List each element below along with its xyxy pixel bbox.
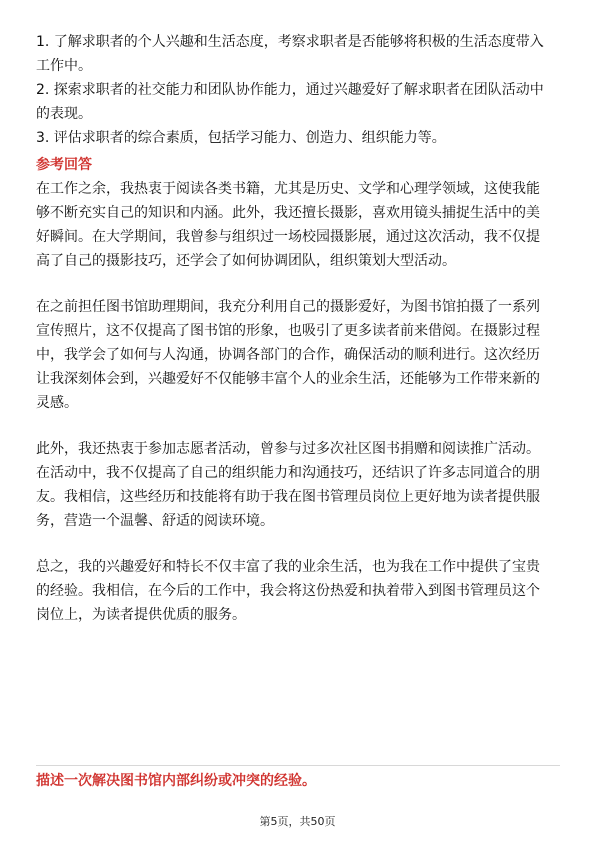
paragraph-line: 中，我学会了如何与人沟通，协调各部门的合作，确保活动的顺利进行。这次经历 [36,347,540,363]
paragraph-4 [36,555,560,627]
page-number-footer: 第5页，共50页 [259,815,336,828]
paragraph-line: 友。我相信，这些经历和技能将有助于我在图书管理员岗位上更好地为读者提供服 [36,489,540,505]
paragraph-line: 此外，我还热衷于参加志愿者活动，曾参与过多次社区图书捐赠和阅读推广活动。 [36,441,540,457]
reference-answer-heading: 参考回答 [36,157,92,173]
paragraph-line: 岗位上，为读者提供优质的服务。 [36,607,246,623]
paragraph-line: 好瞬间。在大学期间，我曾参与组织过一场校园摄影展，通过这次活动，我不仅提 [36,229,540,245]
paragraph-spacer [36,415,560,437]
paragraph-line: 宣传照片，这不仅提高了图书馆的形象，也吸引了更多读者前来借阅。在摄影过程 [36,323,540,339]
next-question-heading: 描述一次解决图书馆内部纠纷或冲突的经验。 [36,773,316,789]
paragraph-line: 够不断充实自己的知识和内涵。此外，我还擅长摄影，喜欢用镜头捕捉生活中的美 [36,205,540,221]
paragraph-line: 高了自己的摄影技巧，还学会了如何协调团队，组织策划大型活动。 [36,253,456,269]
paragraph-3 [36,437,560,533]
paragraph-line: 在活动中，我不仅提高了自己的组织能力和沟通技巧，还结识了许多志同道合的朋 [36,465,540,481]
point-1 [36,30,560,78]
page-content [36,30,560,627]
paragraph-line: 总之，我的兴趣爱好和特长不仅丰富了我的业余生活，也为我在工作中提供了宝贵 [36,559,540,575]
point-2 [36,78,560,126]
paragraph-line: 让我深刻体会到，兴趣爱好不仅能够丰富个人的业余生活，还能够为工作带来新的 [36,371,540,387]
paragraph-line: 灵感。 [36,395,78,411]
paragraph-line: 在工作之余，我热衷于阅读各类书籍，尤其是历史、文学和心理学领域，这使我能 [36,181,540,197]
point-1-line-2: 工作中。 [36,58,92,74]
point-2-line-1: 2. 探索求职者的社交能力和团队协作能力，通过兴趣爱好了解求职者在团队活动中 [36,82,544,98]
paragraph-2 [36,295,560,415]
paragraph-1 [36,177,560,273]
paragraph-line: 的经验。我相信，在今后的工作中，我会将这份热爱和执着带入到图书管理员这个 [36,583,540,599]
paragraph-spacer [36,533,560,555]
paragraph-spacer [36,273,560,295]
paragraph-line: 务，营造一个温馨、舒适的阅读环境。 [36,513,274,529]
point-3 [36,126,560,150]
point-1-line-1: 1. 了解求职者的个人兴趣和生活态度，考察求职者是否能够将积极的生活态度带入 [36,34,544,50]
section-divider [36,765,560,766]
paragraph-line: 在之前担任图书馆助理期间，我充分利用自己的摄影爱好，为图书馆拍摄了一系列 [36,299,540,315]
point-2-line-2: 的表现。 [36,106,92,122]
point-3-line-1: 3. 评估求职者的综合素质，包括学习能力、创造力、组织能力等。 [36,130,446,146]
